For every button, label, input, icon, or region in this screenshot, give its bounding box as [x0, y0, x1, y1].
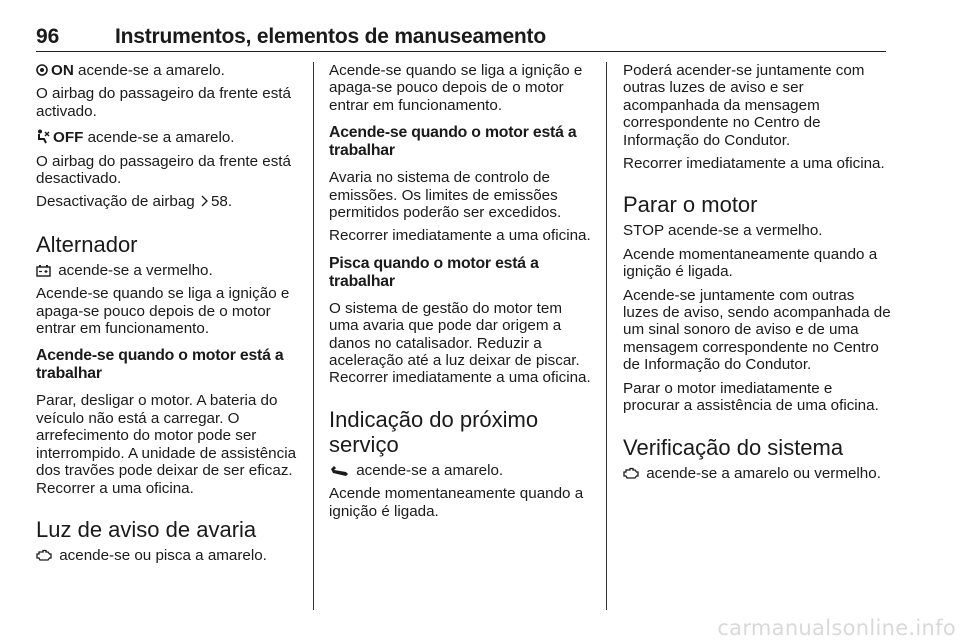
column-2 — [329, 62, 595, 526]
column-1 — [36, 62, 300, 570]
column-3 — [623, 62, 893, 488]
airbag-off-description: O airbag do passageiro da frente está desactivado. — [36, 152, 291, 188]
airbag-off-line — [36, 129, 300, 146]
service-text: acende-se a amarelo. — [352, 461, 504, 479]
stop-heading: Parar o motor — [623, 192, 758, 218]
col2-paragraph: Acende momentaneamente quando a ignição é ligada. — [329, 485, 584, 520]
airbag-off-label: OFF — [53, 129, 84, 147]
col3-paragraph: Acende momentaneamente quando a ignição é ligada. — [623, 245, 878, 281]
page-header — [36, 20, 886, 52]
column-divider — [606, 62, 607, 610]
running-heading: Acende-se quando o motor está a trabalhar — [36, 347, 284, 383]
alternator-description: Acende-se quando se liga a ignição e apaga-se pouco depois de o motor entrar em funcionamento. — [36, 285, 290, 338]
airbag-off-icon — [36, 129, 50, 144]
airbag-on-label: ON — [51, 62, 74, 79]
chapter-title: Instrumentos, elementos de manuseamento — [115, 25, 546, 48]
column-divider — [313, 62, 314, 610]
airbag-on-description: O airbag do passageiro da frente está activado. — [36, 85, 291, 120]
wrench-icon — [329, 465, 349, 477]
airbag-on-text: acende-se a amarelo. — [73, 62, 225, 79]
col2-paragraph: O sistema de gestão do motor tem uma avaria que pode dar origem a danos no catalisador. Reduzir a aceleração até a luz deixar de piscar. Recorrer imediatamente a uma oficina. — [329, 299, 591, 387]
page-number: 96 — [36, 25, 60, 48]
airbag-deactivation-page[interactable]: 58. — [210, 193, 233, 211]
service-line — [329, 462, 595, 479]
running-heading-2: Acende-se quando o motor está a trabalhar — [329, 124, 577, 160]
page-reference-arrow-icon — [201, 194, 209, 211]
battery-icon — [36, 264, 51, 277]
mil-heading: Luz de aviso de avaria — [36, 516, 257, 542]
col3-paragraph: Recorrer imediatamente a uma oficina. — [623, 155, 885, 173]
col3-paragraph: Parar o motor imediatamente e procurar a assistência de uma oficina. — [623, 379, 879, 415]
airbag-on-line — [36, 62, 300, 79]
engine-icon — [36, 549, 52, 562]
alternator-line — [36, 262, 300, 279]
flash-heading: Pisca quando o motor está a trabalhar — [329, 254, 539, 290]
airbag-deactivation-ref — [36, 193, 300, 211]
alternator-text: acende-se a vermelho. — [54, 261, 213, 279]
engine-icon — [623, 467, 639, 480]
watermark: carmanualsonline.info — [717, 616, 956, 640]
col3-paragraph: Acende-se juntamente com outras luzes de aviso, sendo acompanhada de um sinal sonoro de aviso e de uma mensagem correspondente no Centro de Informação do Condutor. — [623, 286, 891, 374]
alternator-heading: Alternador — [36, 231, 138, 257]
airbag-on-icon — [36, 63, 48, 77]
col2-paragraph: Acende-se quando se liga a ignição e apaga-se pouco depois de o motor entrar em funcionamento. — [329, 62, 583, 114]
check-heading: Verificação do sistema — [623, 434, 844, 460]
check-line — [623, 465, 893, 482]
col2-paragraph: Recorrer imediatamente a uma oficina. — [329, 227, 591, 245]
check-text: acende-se a amarelo ou vermelho. — [642, 464, 881, 482]
col3-paragraph: Poderá acender-se juntamente com outras luzes de aviso e ser acompanhada da mensagem correspondente no Centro de Informação do Condutor. — [623, 62, 865, 149]
airbag-deactivation-text: Desactivação de airbag — [36, 193, 195, 211]
airbag-off-text: acende-se a amarelo. — [83, 129, 235, 147]
service-heading: Indicação do próximo serviço — [329, 406, 539, 457]
col3-paragraph: STOP acende-se a vermelho. — [623, 222, 823, 240]
mil-text: acende-se ou pisca a amarelo. — [55, 546, 267, 564]
running-description: Parar, desligar o motor. A bateria do veículo não está a carregar. O arrefecimento do motor pode ser interrompido. A unidade de assistência dos travões pode deixar de ser eficaz. Recorrer a uma oficina. — [36, 392, 297, 497]
col2-paragraph: Avaria no sistema de controlo de emissões. Os limites de emissões permitidos poderão ser excedidos. — [329, 169, 562, 222]
mil-line — [36, 547, 300, 564]
